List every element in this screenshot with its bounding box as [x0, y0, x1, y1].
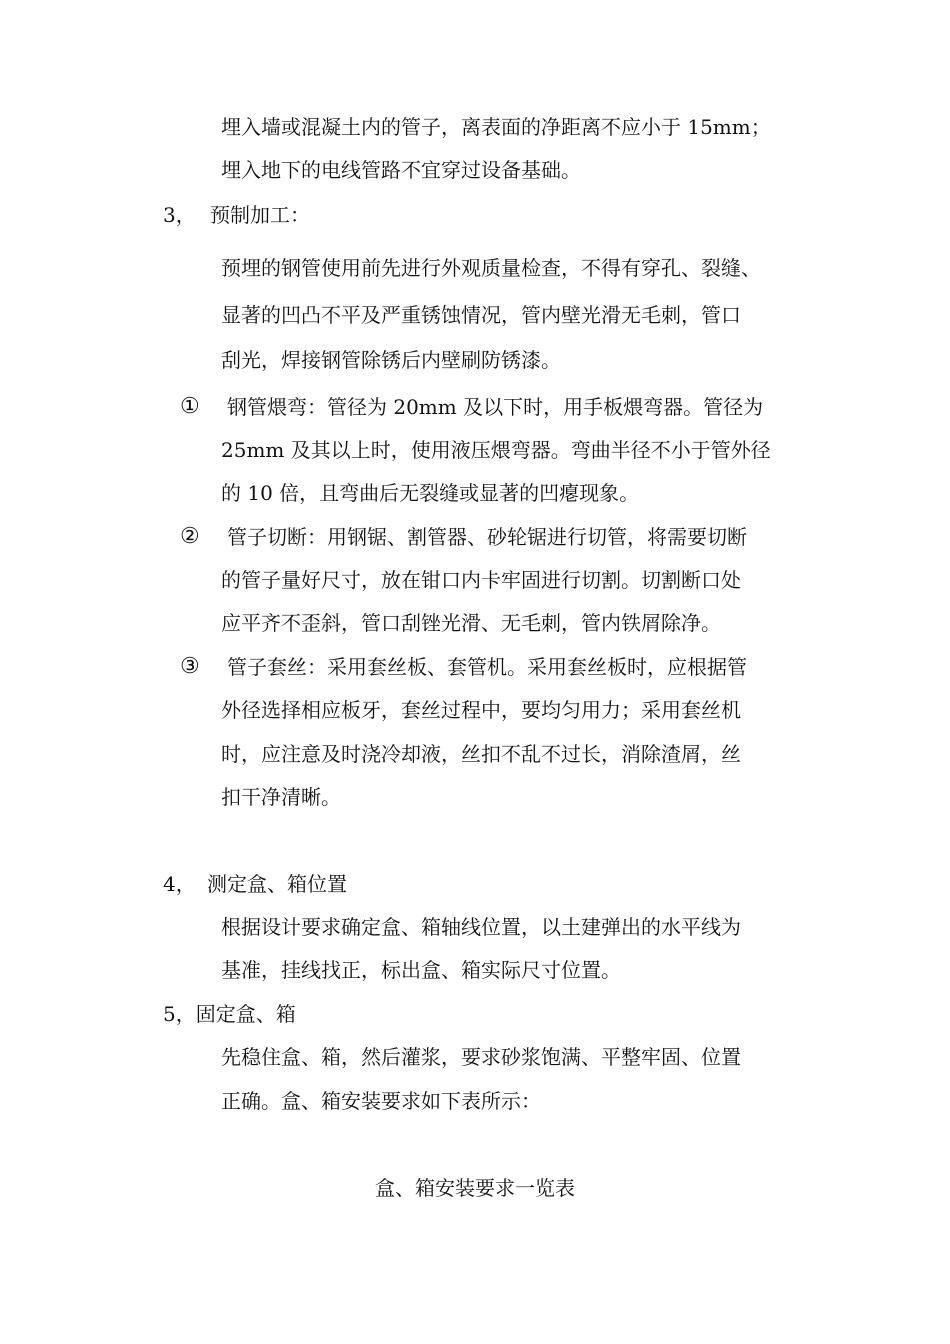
- table-title: 盒、箱安装要求一览表: [375, 1176, 575, 1200]
- paragraph-line: 正确。盒、箱安装要求如下表所示：: [221, 1089, 541, 1113]
- paragraph-line: 基准，挂线找正，标出盒、箱实际尺寸位置。: [221, 958, 621, 982]
- paragraph-line: 埋入地下的电线管路不宜穿过设备基础。: [221, 158, 581, 182]
- section-title: 测定盒、箱位置: [207, 872, 347, 896]
- list-item-line: 应平齐不歪斜，管口刮锉光滑、无毛刺，管内铁屑除净。: [221, 611, 721, 635]
- paragraph-line: 预埋的钢管使用前先进行外观质量检查，不得有穿孔、裂缝、: [221, 256, 761, 280]
- list-marker: ①: [180, 394, 200, 419]
- list-item-line: 外径选择相应板牙，套丝过程中，要均匀用力；采用套丝机: [221, 698, 741, 722]
- list-item-line: 的 10 倍，且弯曲后无裂缝或显著的凹瘪现象。: [221, 481, 640, 505]
- list-item-line: 扣干净清晰。: [221, 785, 341, 809]
- list-item-line: 25mm 及其以上时，使用液压煨弯器。弯曲半径不小于管外径: [221, 438, 771, 462]
- section-number: 3，: [163, 203, 196, 227]
- section-number: 4，: [163, 872, 196, 896]
- list-item-line: 时，应注意及时浇冷却液，丝扣不乱不过长，消除渣屑，丝: [221, 742, 741, 766]
- paragraph-line: 显著的凹凸不平及严重锈蚀情况，管内壁光滑无毛刺，管口: [221, 303, 741, 327]
- list-item-line: 的管子量好尺寸，放在钳口内卡牢固进行切割。切割断口处: [221, 568, 741, 592]
- section-title: 预制加工：: [210, 203, 310, 227]
- paragraph-line: 埋入墙或混凝土内的管子，离表面的净距离不应小于 15mm；: [221, 115, 771, 139]
- paragraph-line: 先稳住盒、箱，然后灌浆，要求砂浆饱满、平整牢固、位置: [221, 1045, 741, 1069]
- list-item-line: 钢管煨弯：管径为 20mm 及以下时，用手板煨弯器。管径为: [227, 395, 764, 419]
- paragraph-line: 刮光，焊接钢管除锈后内壁刷防锈漆。: [221, 348, 561, 372]
- section-heading: 5，固定盒、箱: [163, 1002, 296, 1026]
- list-item-line: 管子套丝：采用套丝板、套管机。采用套丝板时，应根据管: [227, 655, 747, 679]
- list-item-line: 管子切断：用钢锯、割管器、砂轮锯进行切管，将需要切断: [227, 525, 747, 549]
- list-marker: ②: [180, 524, 200, 549]
- paragraph-line: 根据设计要求确定盒、箱轴线位置，以土建弹出的水平线为: [221, 915, 741, 939]
- list-marker: ③: [180, 654, 200, 679]
